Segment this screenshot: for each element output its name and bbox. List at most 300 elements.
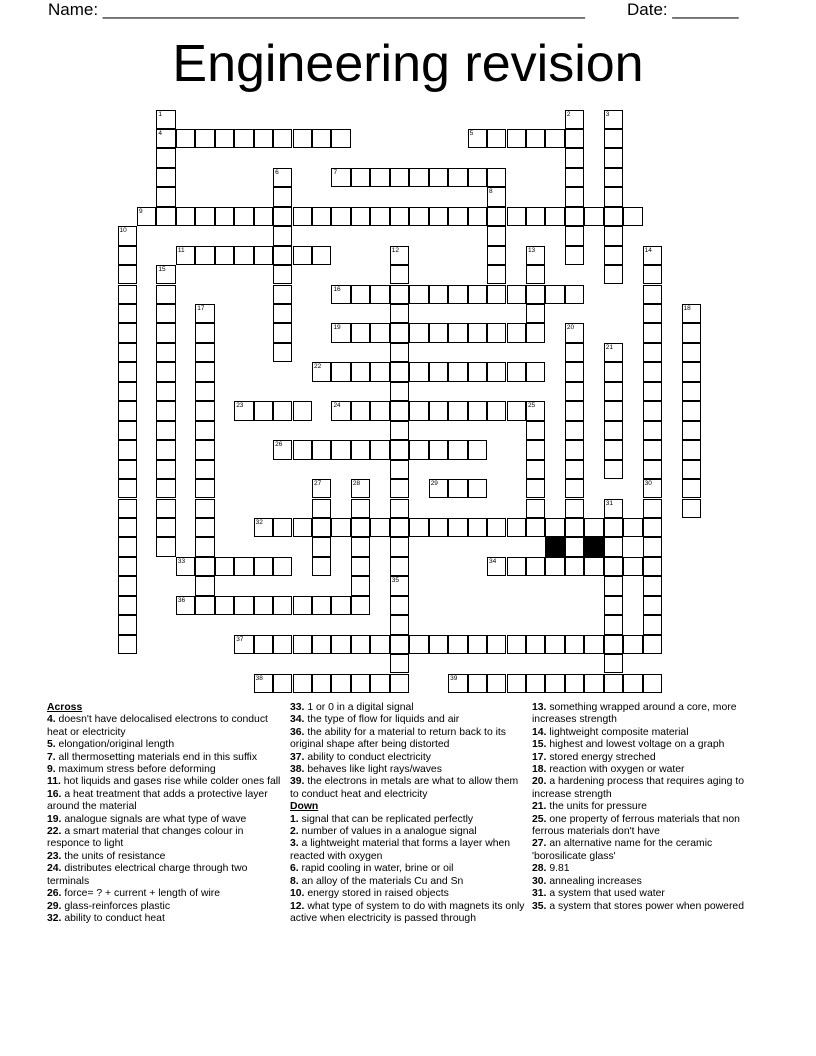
grid-cell[interactable] (156, 499, 175, 518)
grid-cell[interactable] (273, 440, 292, 459)
grid-cell[interactable] (604, 207, 623, 226)
grid-cell[interactable] (312, 596, 331, 615)
grid-cell[interactable] (195, 401, 214, 420)
grid-cell[interactable] (429, 323, 448, 342)
grid-cell[interactable] (604, 460, 623, 479)
grid-cell[interactable] (604, 518, 623, 537)
grid-cell[interactable] (351, 479, 370, 498)
grid-cell[interactable] (156, 382, 175, 401)
grid-cell[interactable] (351, 168, 370, 187)
grid-cell[interactable] (293, 518, 312, 537)
grid-cell[interactable] (156, 187, 175, 206)
grid-cell[interactable] (312, 635, 331, 654)
grid-cell[interactable] (643, 596, 662, 615)
grid-cell[interactable] (643, 421, 662, 440)
grid-cell[interactable] (273, 246, 292, 265)
grid-cell[interactable] (351, 635, 370, 654)
grid-cell[interactable] (545, 207, 564, 226)
grid-cell[interactable] (293, 401, 312, 420)
grid-cell[interactable] (487, 265, 506, 284)
grid-cell[interactable] (487, 635, 506, 654)
grid-cell[interactable] (195, 323, 214, 342)
grid-cell[interactable] (468, 323, 487, 342)
grid-cell[interactable] (273, 343, 292, 362)
grid-cell[interactable] (429, 168, 448, 187)
grid-cell[interactable] (195, 557, 214, 576)
grid-cell[interactable] (293, 129, 312, 148)
grid-cell[interactable] (623, 635, 642, 654)
grid-cell[interactable] (565, 207, 584, 226)
grid-cell[interactable] (604, 129, 623, 148)
grid-cell[interactable] (604, 382, 623, 401)
grid-cell[interactable] (604, 168, 623, 187)
grid-cell[interactable] (156, 421, 175, 440)
grid-cell[interactable] (273, 304, 292, 323)
grid-cell[interactable] (643, 635, 662, 654)
grid-cell[interactable] (351, 537, 370, 556)
grid-cell[interactable] (156, 285, 175, 304)
grid-cell[interactable] (487, 323, 506, 342)
grid-cell[interactable] (468, 401, 487, 420)
grid-cell[interactable] (390, 479, 409, 498)
grid-cell[interactable] (565, 499, 584, 518)
grid-cell[interactable] (604, 557, 623, 576)
grid-cell[interactable] (623, 674, 642, 693)
grid-cell[interactable] (565, 187, 584, 206)
grid-cell[interactable] (390, 596, 409, 615)
grid-cell[interactable] (390, 362, 409, 381)
grid-cell[interactable] (526, 674, 545, 693)
grid-cell[interactable] (487, 246, 506, 265)
grid-cell[interactable] (429, 440, 448, 459)
grid-cell[interactable] (312, 557, 331, 576)
grid-cell[interactable] (584, 207, 603, 226)
grid-cell[interactable] (643, 285, 662, 304)
grid-cell[interactable] (215, 207, 234, 226)
grid-cell[interactable] (643, 557, 662, 576)
grid-cell[interactable] (312, 537, 331, 556)
grid-cell[interactable] (623, 557, 642, 576)
grid-cell[interactable] (604, 421, 623, 440)
grid-cell[interactable] (293, 207, 312, 226)
grid-cell[interactable] (370, 323, 389, 342)
grid-cell[interactable] (507, 323, 526, 342)
grid-cell[interactable] (312, 129, 331, 148)
grid-cell[interactable] (331, 635, 350, 654)
grid-cell[interactable] (370, 440, 389, 459)
grid-cell[interactable] (195, 537, 214, 556)
grid-cell[interactable] (312, 479, 331, 498)
grid-cell[interactable] (604, 148, 623, 167)
grid-cell[interactable] (254, 207, 273, 226)
grid-cell[interactable] (604, 187, 623, 206)
grid-cell[interactable] (273, 557, 292, 576)
grid-cell[interactable] (643, 576, 662, 595)
grid-cell[interactable] (176, 557, 195, 576)
grid-cell[interactable] (643, 460, 662, 479)
grid-cell[interactable] (604, 674, 623, 693)
grid-cell[interactable] (643, 499, 662, 518)
grid-cell[interactable] (390, 304, 409, 323)
grid-cell[interactable] (331, 596, 350, 615)
grid-cell[interactable] (312, 362, 331, 381)
grid-cell[interactable] (351, 362, 370, 381)
grid-cell[interactable] (118, 537, 137, 556)
grid-cell[interactable] (643, 537, 662, 556)
grid-cell[interactable] (584, 557, 603, 576)
grid-cell[interactable] (370, 518, 389, 537)
grid-cell[interactable] (118, 401, 137, 420)
grid-cell[interactable] (468, 635, 487, 654)
grid-cell[interactable] (156, 537, 175, 556)
grid-cell[interactable] (643, 362, 662, 381)
grid-cell[interactable] (526, 518, 545, 537)
grid-cell[interactable] (487, 362, 506, 381)
grid-cell[interactable] (331, 323, 350, 342)
grid-cell[interactable] (390, 537, 409, 556)
grid-cell[interactable] (118, 615, 137, 634)
grid-cell[interactable] (234, 401, 253, 420)
grid-cell[interactable] (682, 304, 701, 323)
grid-cell[interactable] (118, 421, 137, 440)
grid-cell[interactable] (429, 635, 448, 654)
grid-cell[interactable] (390, 518, 409, 537)
grid-cell[interactable] (195, 129, 214, 148)
grid-cell[interactable] (312, 440, 331, 459)
grid-cell[interactable] (565, 362, 584, 381)
grid-cell[interactable] (370, 674, 389, 693)
grid-cell[interactable] (118, 460, 137, 479)
grid-cell[interactable] (195, 382, 214, 401)
grid-cell[interactable] (195, 304, 214, 323)
grid-cell[interactable] (118, 285, 137, 304)
grid-cell[interactable] (118, 265, 137, 284)
grid-cell[interactable] (273, 265, 292, 284)
grid-cell[interactable] (604, 110, 623, 129)
grid-cell[interactable] (176, 129, 195, 148)
grid-cell[interactable] (468, 168, 487, 187)
grid-cell[interactable] (526, 440, 545, 459)
grid-cell[interactable] (507, 518, 526, 537)
grid-cell[interactable] (468, 479, 487, 498)
grid-cell[interactable] (351, 207, 370, 226)
grid-cell[interactable] (176, 596, 195, 615)
grid-cell[interactable] (643, 479, 662, 498)
grid-cell[interactable] (584, 635, 603, 654)
grid-cell[interactable] (468, 440, 487, 459)
grid-cell[interactable] (468, 518, 487, 537)
grid-cell[interactable] (273, 323, 292, 342)
grid-cell[interactable] (351, 401, 370, 420)
grid-cell[interactable] (234, 129, 253, 148)
grid-cell[interactable] (565, 421, 584, 440)
grid-cell[interactable] (507, 557, 526, 576)
grid-cell[interactable] (273, 168, 292, 187)
grid-cell[interactable] (526, 207, 545, 226)
grid-cell[interactable] (390, 557, 409, 576)
grid-cell[interactable] (565, 557, 584, 576)
grid-cell[interactable] (195, 479, 214, 498)
grid-cell[interactable] (215, 596, 234, 615)
grid-cell[interactable] (429, 479, 448, 498)
grid-cell[interactable] (390, 674, 409, 693)
grid-cell[interactable] (604, 440, 623, 459)
grid-cell[interactable] (351, 323, 370, 342)
grid-cell[interactable] (137, 207, 156, 226)
grid-cell[interactable] (312, 246, 331, 265)
grid-cell[interactable] (604, 596, 623, 615)
grid-cell[interactable] (507, 285, 526, 304)
grid-cell[interactable] (195, 440, 214, 459)
grid-cell[interactable] (429, 518, 448, 537)
grid-cell[interactable] (254, 401, 273, 420)
grid-cell[interactable] (468, 285, 487, 304)
grid-cell[interactable] (604, 654, 623, 673)
grid-cell[interactable] (643, 674, 662, 693)
grid-cell[interactable] (565, 323, 584, 342)
grid-cell[interactable] (507, 129, 526, 148)
grid-cell[interactable] (195, 362, 214, 381)
grid-cell[interactable] (643, 265, 662, 284)
grid-cell[interactable] (390, 168, 409, 187)
grid-cell[interactable] (351, 499, 370, 518)
grid-cell[interactable] (643, 518, 662, 537)
grid-cell[interactable] (448, 207, 467, 226)
grid-cell[interactable] (643, 323, 662, 342)
grid-cell[interactable] (623, 518, 642, 537)
grid-cell[interactable] (156, 460, 175, 479)
grid-cell[interactable] (118, 479, 137, 498)
grid-cell[interactable] (390, 460, 409, 479)
grid-cell[interactable] (156, 401, 175, 420)
grid-cell[interactable] (604, 615, 623, 634)
grid-cell[interactable] (565, 285, 584, 304)
grid-cell[interactable] (156, 168, 175, 187)
grid-cell[interactable] (409, 285, 428, 304)
grid-cell[interactable] (448, 635, 467, 654)
grid-cell[interactable] (584, 518, 603, 537)
grid-cell[interactable] (526, 557, 545, 576)
grid-cell[interactable] (584, 674, 603, 693)
grid-cell[interactable] (390, 654, 409, 673)
grid-cell[interactable] (351, 440, 370, 459)
grid-cell[interactable] (254, 129, 273, 148)
grid-cell[interactable] (118, 382, 137, 401)
grid-cell[interactable] (312, 674, 331, 693)
grid-cell[interactable] (176, 207, 195, 226)
grid-cell[interactable] (390, 246, 409, 265)
grid-cell[interactable] (526, 323, 545, 342)
grid-cell[interactable] (195, 421, 214, 440)
grid-cell[interactable] (565, 518, 584, 537)
grid-cell[interactable] (623, 207, 642, 226)
grid-cell[interactable] (429, 401, 448, 420)
grid-cell[interactable] (293, 440, 312, 459)
grid-cell[interactable] (331, 362, 350, 381)
grid-cell[interactable] (565, 246, 584, 265)
grid-cell[interactable] (351, 518, 370, 537)
grid-cell[interactable] (254, 246, 273, 265)
grid-cell[interactable] (273, 187, 292, 206)
grid-cell[interactable] (429, 285, 448, 304)
grid-cell[interactable] (682, 382, 701, 401)
grid-cell[interactable] (118, 246, 137, 265)
grid-cell[interactable] (118, 323, 137, 342)
grid-cell[interactable] (156, 265, 175, 284)
grid-cell[interactable] (507, 674, 526, 693)
grid-cell[interactable] (293, 246, 312, 265)
grid-cell[interactable] (643, 246, 662, 265)
grid-cell[interactable] (565, 226, 584, 245)
grid-cell[interactable] (273, 674, 292, 693)
grid-cell[interactable] (487, 129, 506, 148)
grid-cell[interactable] (390, 440, 409, 459)
grid-cell[interactable] (331, 401, 350, 420)
grid-cell[interactable] (565, 401, 584, 420)
grid-cell[interactable] (545, 635, 564, 654)
grid-cell[interactable] (604, 362, 623, 381)
grid-cell[interactable] (118, 557, 137, 576)
grid-cell[interactable] (507, 401, 526, 420)
grid-cell[interactable] (215, 246, 234, 265)
grid-cell[interactable] (390, 285, 409, 304)
grid-cell[interactable] (565, 674, 584, 693)
grid-cell[interactable] (409, 362, 428, 381)
grid-cell[interactable] (156, 362, 175, 381)
grid-cell[interactable] (409, 323, 428, 342)
grid-cell[interactable] (507, 362, 526, 381)
grid-cell[interactable] (448, 440, 467, 459)
grid-cell[interactable] (429, 362, 448, 381)
grid-cell[interactable] (565, 110, 584, 129)
grid-cell[interactable] (195, 518, 214, 537)
grid-cell[interactable] (682, 421, 701, 440)
grid-cell[interactable] (156, 343, 175, 362)
grid-cell[interactable] (565, 343, 584, 362)
grid-cell[interactable] (390, 382, 409, 401)
grid-cell[interactable] (351, 674, 370, 693)
grid-cell[interactable] (682, 499, 701, 518)
grid-cell[interactable] (390, 635, 409, 654)
grid-cell[interactable] (254, 674, 273, 693)
grid-cell[interactable] (370, 635, 389, 654)
grid-cell[interactable] (526, 479, 545, 498)
grid-cell[interactable] (643, 401, 662, 420)
grid-cell[interactable] (234, 557, 253, 576)
grid-cell[interactable] (331, 207, 350, 226)
grid-cell[interactable] (604, 537, 623, 556)
grid-cell[interactable] (215, 557, 234, 576)
grid-cell[interactable] (526, 401, 545, 420)
grid-cell[interactable] (565, 382, 584, 401)
grid-cell[interactable] (254, 557, 273, 576)
grid-cell[interactable] (604, 499, 623, 518)
grid-cell[interactable] (604, 246, 623, 265)
grid-cell[interactable] (234, 207, 253, 226)
grid-cell[interactable] (390, 207, 409, 226)
grid-cell[interactable] (312, 518, 331, 537)
grid-cell[interactable] (118, 343, 137, 362)
grid-cell[interactable] (565, 479, 584, 498)
grid-cell[interactable] (351, 596, 370, 615)
grid-cell[interactable] (390, 421, 409, 440)
grid-cell[interactable] (487, 401, 506, 420)
grid-cell[interactable] (118, 499, 137, 518)
grid-cell[interactable] (565, 148, 584, 167)
grid-cell[interactable] (526, 499, 545, 518)
grid-cell[interactable] (487, 518, 506, 537)
grid-cell[interactable] (604, 343, 623, 362)
grid-cell[interactable] (448, 323, 467, 342)
grid-cell[interactable] (409, 635, 428, 654)
grid-cell[interactable] (118, 518, 137, 537)
grid-cell[interactable] (273, 635, 292, 654)
grid-cell[interactable] (487, 285, 506, 304)
grid-cell[interactable] (331, 168, 350, 187)
grid-cell[interactable] (156, 304, 175, 323)
grid-cell[interactable] (273, 596, 292, 615)
grid-cell[interactable] (390, 576, 409, 595)
grid-cell[interactable] (195, 576, 214, 595)
grid-cell[interactable] (526, 265, 545, 284)
grid-cell[interactable] (682, 401, 701, 420)
grid-cell[interactable] (293, 635, 312, 654)
grid-cell[interactable] (507, 635, 526, 654)
grid-cell[interactable] (156, 518, 175, 537)
grid-cell[interactable] (273, 401, 292, 420)
grid-cell[interactable] (643, 615, 662, 634)
grid-cell[interactable] (545, 674, 564, 693)
grid-cell[interactable] (565, 537, 584, 556)
grid-cell[interactable] (390, 323, 409, 342)
grid-cell[interactable] (468, 362, 487, 381)
grid-cell[interactable] (312, 499, 331, 518)
grid-cell[interactable] (156, 479, 175, 498)
grid-cell[interactable] (526, 304, 545, 323)
grid-cell[interactable] (526, 285, 545, 304)
grid-cell[interactable] (234, 246, 253, 265)
grid-cell[interactable] (448, 362, 467, 381)
grid-cell[interactable] (545, 557, 564, 576)
grid-cell[interactable] (370, 207, 389, 226)
grid-cell[interactable] (448, 401, 467, 420)
grid-cell[interactable] (390, 615, 409, 634)
grid-cell[interactable] (156, 110, 175, 129)
grid-cell[interactable] (604, 401, 623, 420)
grid-cell[interactable] (507, 207, 526, 226)
grid-cell[interactable] (643, 343, 662, 362)
grid-cell[interactable] (331, 129, 350, 148)
grid-cell[interactable] (118, 576, 137, 595)
grid-cell[interactable] (254, 518, 273, 537)
grid-cell[interactable] (468, 674, 487, 693)
grid-cell[interactable] (545, 129, 564, 148)
grid-cell[interactable] (156, 129, 175, 148)
grid-cell[interactable] (526, 129, 545, 148)
grid-cell[interactable] (682, 440, 701, 459)
grid-cell[interactable] (643, 382, 662, 401)
grid-cell[interactable] (565, 129, 584, 148)
grid-cell[interactable] (118, 440, 137, 459)
grid-cell[interactable] (526, 635, 545, 654)
grid-cell[interactable] (409, 518, 428, 537)
grid-cell[interactable] (526, 421, 545, 440)
grid-cell[interactable] (468, 207, 487, 226)
grid-cell[interactable] (545, 285, 564, 304)
grid-cell[interactable] (234, 635, 253, 654)
grid-cell[interactable] (604, 265, 623, 284)
grid-cell[interactable] (390, 499, 409, 518)
